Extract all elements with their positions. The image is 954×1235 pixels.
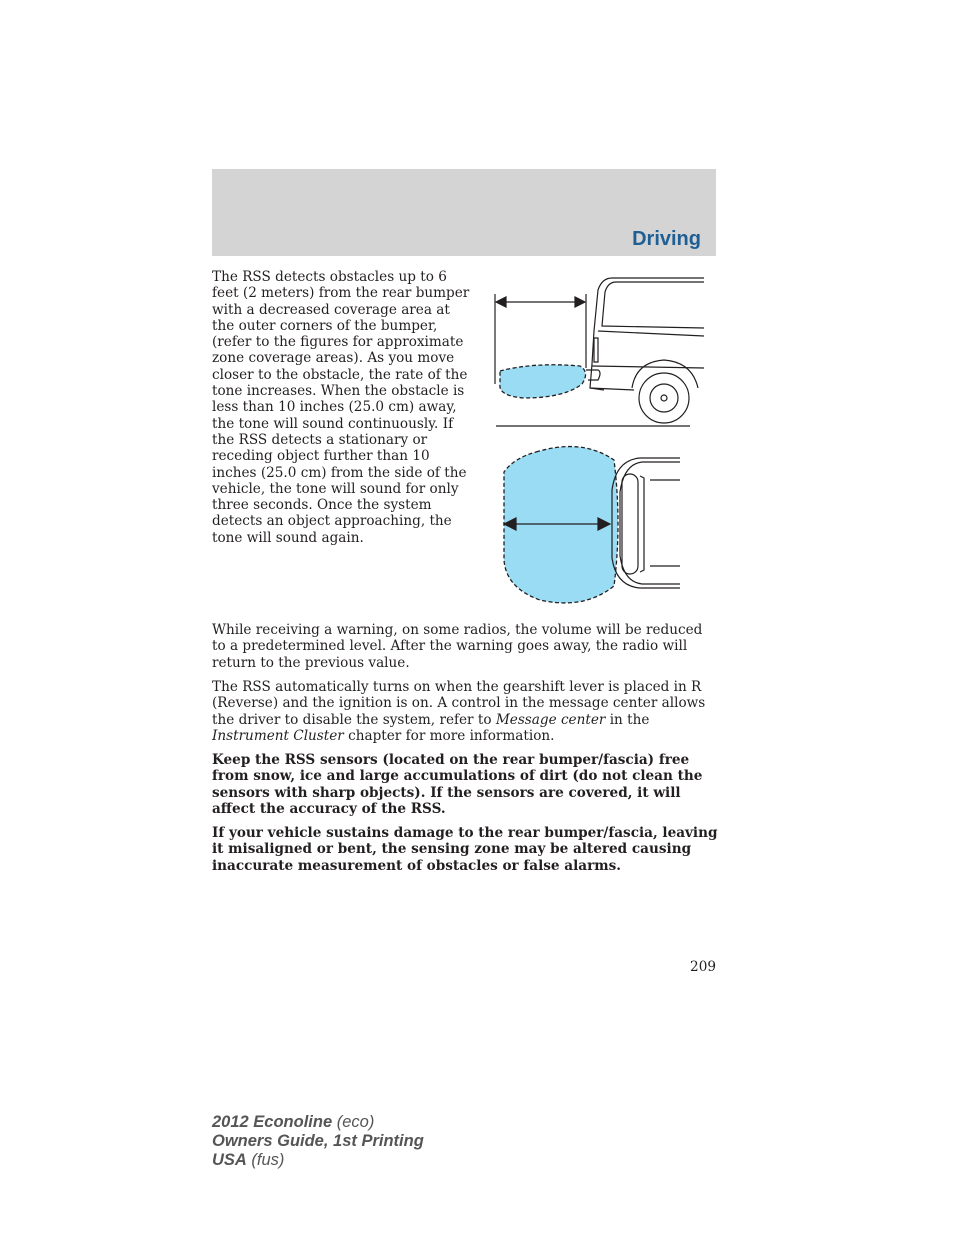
rss-top-view-figure bbox=[500, 440, 682, 607]
paragraph-radio-volume: While receiving a warning, on some radios, the volume will be reduced to a predetermined level. After the warning goes away, the radio will return to the previous value. bbox=[212, 622, 703, 671]
footer-printing: Owners Guide, 1st Printing bbox=[212, 1132, 424, 1150]
footer-market: USA bbox=[212, 1151, 247, 1169]
paragraph-rss-activation bbox=[212, 679, 720, 744]
footer-market-code: (fus) bbox=[246, 1151, 285, 1169]
footer-line-printing bbox=[212, 1132, 424, 1151]
header-band bbox=[212, 169, 716, 256]
warning-keep-sensors-clean: Keep the RSS sensors (located on the rear bumper/fascia) free from snow, ice and large accumulations of dirt (do not clean the sensors with sharp objects). If the sensors are covered, it will affect the accuracy of the RSS. bbox=[212, 752, 703, 817]
footer-model: 2012 Econoline bbox=[212, 1113, 333, 1131]
footer-publication-info bbox=[212, 1113, 424, 1170]
footer-model-code: (eco) bbox=[332, 1113, 375, 1131]
page-number: 209 bbox=[690, 959, 716, 975]
rss-side-view-figure bbox=[494, 276, 706, 428]
message-center-reference: Message center bbox=[495, 711, 606, 728]
footer-line-model bbox=[212, 1113, 424, 1132]
section-title: Driving bbox=[632, 228, 701, 250]
paragraph-rss-activation-part1: The RSS automatically turns on when the gearshift lever is placed in R (Reverse) and the ignition is on. A control in the message center allows the driver to disable the system, refer to bbox=[212, 679, 706, 728]
instrument-cluster-reference: Instrument Cluster bbox=[212, 727, 344, 744]
warning-bumper-damage: If your vehicle sustains damage to the rear bumper/fascia, leaving it misaligned or bent, the sensing zone may be altered causing inaccurate measurement of obstacles or false alarms. bbox=[212, 825, 718, 874]
paragraph-rss-activation-part2: in the bbox=[605, 711, 650, 728]
paragraph-rss-activation-part3: chapter for more information. bbox=[343, 727, 555, 744]
footer-line-market bbox=[212, 1151, 424, 1170]
paragraph-rss-detection: The RSS detects obstacles up to 6 feet (2 meters) from the rear bumper with a decreased coverage area at the outer corners of the bumper, (refer to the figures for approximate zone coverage areas). As you move closer to the obstacle, the rate of the tone increases. When the obstacle is less than 10 inches (25.0 cm) away, the tone will sound continuously. If the RSS detects a stationary or receding object further than 10 inches (25.0 cm) from the side of the vehicle, the tone will sound for only three seconds. Once the system detects an object approaching, the tone will sound again. bbox=[212, 269, 470, 546]
